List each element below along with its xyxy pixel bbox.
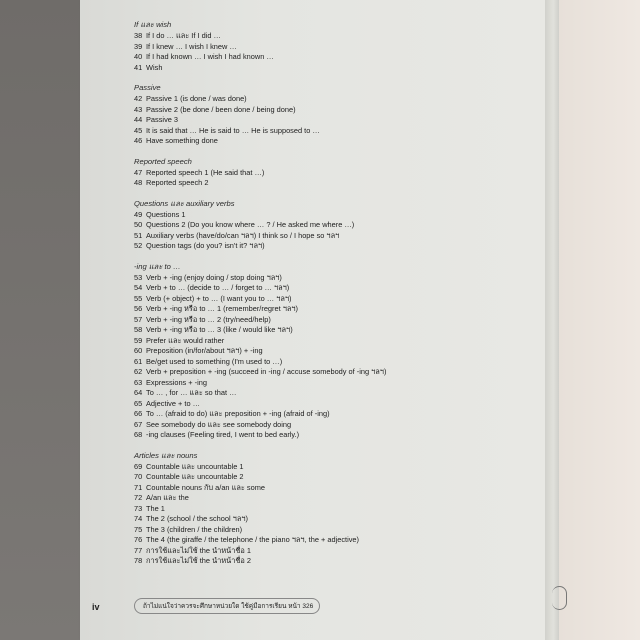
unit-number: 64 (134, 388, 143, 397)
unit-number: 57 (134, 314, 143, 324)
toc-section (134, 199, 534, 252)
unit-number: 68 (134, 430, 143, 439)
unit-number: 70 (134, 472, 143, 481)
unit-title: Countable และ uncountable 2 (146, 472, 244, 481)
toc-item (134, 514, 534, 525)
page-number: iv (92, 602, 100, 612)
toc-item (134, 283, 534, 294)
unit-title: Verb + preposition + -ing (succeed in -ing / accuse somebody of -ing ฯลฯ) (146, 367, 387, 376)
unit-number: 74 (134, 514, 143, 523)
toc-item (134, 430, 534, 441)
unit-number: 66 (134, 409, 143, 418)
unit-title: If I do … และ If I did … (146, 31, 221, 40)
unit-number: 65 (134, 398, 143, 408)
toc-item (134, 399, 534, 410)
toc-item (134, 31, 534, 42)
unit-title: Verb + -ing หรือ to … 2 (try/need/help) (146, 314, 271, 324)
unit-number: 78 (134, 556, 143, 565)
unit-title: Verb + -ing (enjoy doing / stop doing ฯลฯ) (146, 272, 282, 282)
unit-number: 48 (134, 178, 143, 187)
adjacent-page (559, 0, 640, 640)
unit-title: The 2 (school / the school ฯลฯ) (146, 514, 248, 523)
unit-number: 60 (134, 346, 143, 355)
unit-title: Verb + -ing หรือ to … 3 (like / would like ฯลฯ) (146, 325, 293, 334)
unit-title: Question tags (do you? isn't it? ฯลฯ) (146, 241, 265, 250)
toc-item (134, 304, 534, 315)
unit-number: 63 (134, 377, 143, 387)
toc-item (134, 388, 534, 399)
toc-item (134, 210, 534, 221)
unit-title: Passive 1 (is done / was done) (146, 94, 247, 103)
toc-item (134, 535, 534, 546)
unit-title: Preposition (in/for/about ฯลฯ) + -ing (146, 346, 263, 355)
unit-number: 59 (134, 335, 143, 345)
section-heading: Passive (134, 83, 161, 92)
toc-item (134, 556, 534, 567)
toc-item (134, 294, 534, 305)
unit-title: Expressions + -ing (146, 377, 208, 387)
toc-item (134, 241, 534, 252)
unit-number: 51 (134, 230, 143, 240)
toc-item (134, 325, 534, 336)
toc-item (134, 168, 534, 179)
unit-number: 55 (134, 293, 143, 303)
unit-number: 39 (134, 41, 143, 51)
unit-title: -ing clauses (Feeling tired, I went to bed early.) (146, 430, 300, 439)
toc-item (134, 409, 534, 420)
unit-number: 41 (134, 62, 143, 72)
unit-title: Questions 1 (146, 209, 186, 219)
section-heading: Reported speech (134, 156, 192, 166)
toc-item (134, 63, 534, 74)
toc-item (134, 220, 534, 231)
toc-item (134, 336, 534, 347)
toc-item (134, 315, 534, 326)
unit-number: 56 (134, 304, 143, 313)
unit-number: 53 (134, 272, 143, 282)
unit-number: 54 (134, 283, 143, 292)
toc-item (134, 493, 534, 504)
toc-section (134, 262, 534, 441)
toc-section (134, 157, 534, 189)
unit-title: Passive 2 (be done / been done / being done) (146, 104, 296, 114)
unit-number: 73 (134, 503, 143, 513)
unit-number: 58 (134, 325, 143, 334)
unit-title: Have something done (146, 136, 218, 145)
unit-number: 62 (134, 367, 143, 376)
unit-title: Adjective + to … (146, 398, 201, 408)
unit-number: 45 (134, 125, 143, 135)
section-heading: Articles และ nouns (134, 450, 198, 460)
toc-section (134, 83, 534, 147)
unit-number: 69 (134, 461, 143, 471)
toc-item (134, 52, 534, 63)
page-tab-marker (552, 586, 567, 610)
unit-number: 47 (134, 167, 143, 177)
toc-item (134, 367, 534, 378)
unit-title: It is said that … He is said to … He is supposed to … (146, 125, 320, 135)
toc-item (134, 483, 534, 494)
unit-title: The 3 (children / the children) (146, 524, 243, 534)
toc-item (134, 346, 534, 357)
unit-number: 44 (134, 115, 143, 124)
toc-item (134, 178, 534, 189)
unit-title: The 1 (146, 503, 165, 513)
unit-number: 38 (134, 31, 143, 40)
unit-number: 49 (134, 209, 143, 219)
unit-number: 61 (134, 356, 143, 366)
section-heading: If และ wish (134, 20, 172, 29)
unit-title: Wish (146, 62, 163, 72)
unit-number: 43 (134, 104, 143, 114)
unit-number: 76 (134, 535, 143, 544)
unit-title: Auxiliary verbs (have/do/can ฯลฯ) I think so / I hope so ฯลฯ (146, 230, 340, 240)
unit-title: To … (afraid to do) และ preposition + -ing (afraid of -ing) (146, 409, 330, 418)
unit-number: 52 (134, 241, 143, 250)
toc-item (134, 115, 534, 126)
toc-item (134, 105, 534, 116)
unit-title: Verb + -ing หรือ to … 1 (remember/regret ฯลฯ) (146, 304, 299, 313)
unit-title: Reported speech 2 (146, 178, 209, 187)
unit-title: Questions 2 (Do you know where … ? / He asked me where …) (146, 220, 355, 229)
unit-title: If I had known … I wish I had known … (146, 52, 274, 61)
unit-number: 40 (134, 52, 143, 61)
toc-item (134, 378, 534, 389)
unit-title: If I knew … I wish I knew … (146, 41, 237, 51)
toc-item (134, 42, 534, 53)
unit-title: Be/get used to something (I'm used to …) (146, 356, 283, 366)
section-heading: -ing และ to … (134, 261, 181, 271)
unit-number: 71 (134, 482, 143, 492)
unit-title: The 4 (the giraffe / the telephone / the piano ฯลฯ, the + adjective) (146, 535, 359, 544)
footer-note: ถ้าไม่แน่ใจว่าควรจะศึกษาหน่วยใด ใช้คู่มือการเรียน หน้า 326 (134, 598, 320, 614)
unit-title: การใช้และไม่ใช้ the นำหน้าชื่อ 2 (146, 556, 251, 565)
unit-number: 75 (134, 524, 143, 534)
unit-number: 50 (134, 220, 143, 229)
unit-number: 77 (134, 545, 143, 555)
toc-item (134, 231, 534, 242)
page-edge (545, 0, 559, 640)
toc-item (134, 357, 534, 368)
unit-number: 72 (134, 493, 143, 502)
table-of-contents (134, 20, 534, 577)
unit-number: 42 (134, 94, 143, 103)
unit-title: Reported speech 1 (He said that …) (146, 167, 265, 177)
toc-section (134, 20, 534, 73)
toc-item (134, 525, 534, 536)
toc-item (134, 273, 534, 284)
toc-item (134, 420, 534, 431)
unit-title: To … , for … และ so that … (146, 388, 237, 397)
unit-title: Countable nouns กับ a/an และ some (146, 482, 265, 492)
unit-title: A/an และ the (146, 493, 189, 502)
section-heading: Questions และ auxiliary verbs (134, 198, 235, 208)
toc-item (134, 462, 534, 473)
toc-item (134, 126, 534, 137)
unit-number: 46 (134, 136, 143, 145)
toc-item (134, 94, 534, 105)
toc-item (134, 472, 534, 483)
toc-section (134, 451, 534, 567)
toc-item (134, 546, 534, 557)
unit-title: Verb (+ object) + to … (I want you to … ฯลฯ) (146, 293, 292, 303)
toc-item (134, 504, 534, 515)
unit-title: Prefer และ would rather (146, 335, 225, 345)
unit-title: See somebody do และ see somebody doing (146, 419, 292, 429)
unit-title: การใช้และไม่ใช้ the นำหน้าชื่อ 1 (146, 545, 251, 555)
unit-title: Verb + to … (decide to … / forget to … ฯลฯ) (146, 283, 290, 292)
unit-title: Passive 3 (146, 115, 179, 124)
unit-title: Countable และ uncountable 1 (146, 461, 244, 471)
toc-item (134, 136, 534, 147)
unit-number: 67 (134, 419, 143, 429)
